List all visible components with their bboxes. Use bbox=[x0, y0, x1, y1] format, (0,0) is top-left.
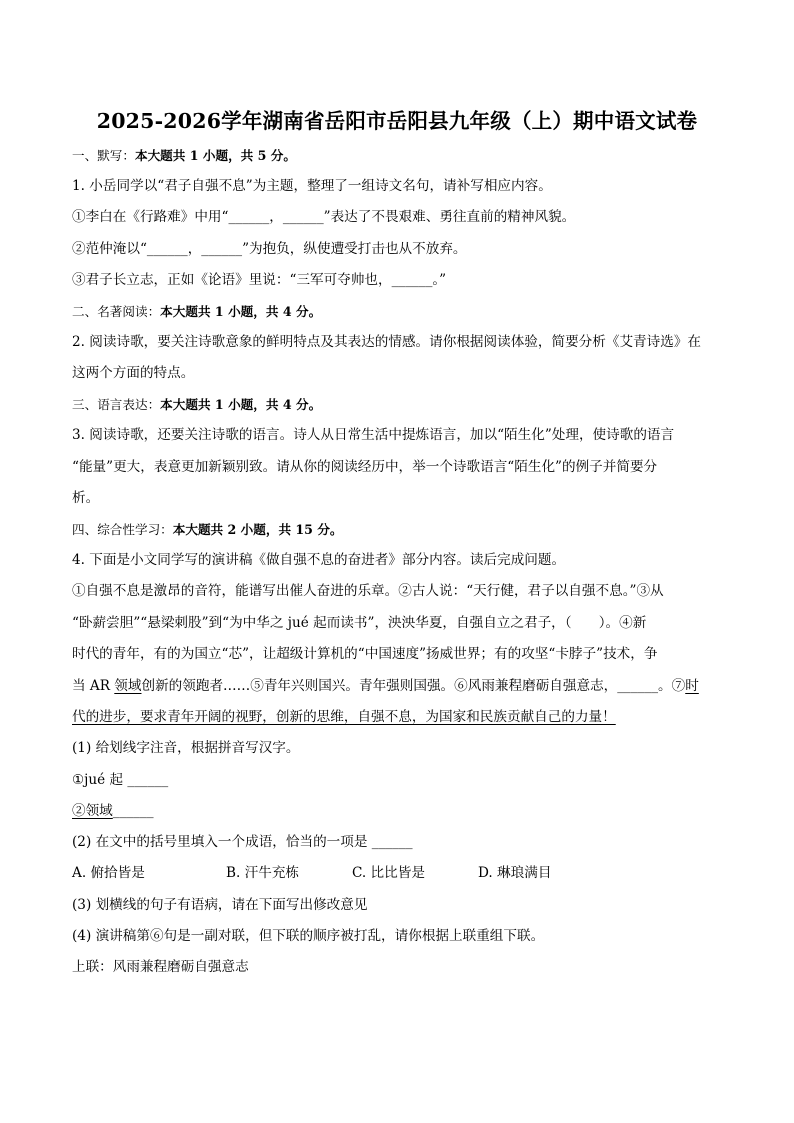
section-3-prefix: 三、语言表达： bbox=[72, 397, 161, 412]
option-a: A. 俯拾皆是 bbox=[72, 865, 145, 881]
section-1-desc: 本大题共 1 小题，共 5 分。 bbox=[134, 148, 296, 163]
section-1-heading bbox=[72, 147, 722, 165]
q4-passage-line-4 bbox=[72, 677, 722, 695]
section-4-heading bbox=[72, 521, 722, 539]
q4-passage-line-2: “卧薪尝胆”“悬梁刺股”到“为中华之 jué 起而读书”，泱泱华夏，自强自立之君子，（ ）。④新 bbox=[72, 615, 647, 631]
underlined-word: 领域 bbox=[114, 678, 142, 694]
q1-item-c: ③君子长立志，正如《论语》里说：“三军可夺帅也，______。” bbox=[72, 272, 447, 288]
underlined-sentence: 代的进步，要求青年开阔的视野，创新的思维，自强不息，为国家和民族贡献自己的力量！ bbox=[72, 709, 616, 725]
q3-line-2: “能量”更大，表意更加新颖别致。请从你的阅读经历中，举一个诗歌语言“陌生化”的例子并简要分 bbox=[72, 459, 658, 475]
section-2-heading bbox=[72, 303, 722, 321]
q3-line-1: 3. 阅读诗歌，还要关注诗歌的语言。诗人从日常生活中提炼语言，加以“陌生化”处理，使诗歌的语言 bbox=[72, 427, 675, 443]
q1-item-b: ②范仲淹以“______，______”为抱负，纵使遭受打击也从不放弃。 bbox=[72, 241, 467, 257]
section-4-desc: 本大题共 2 小题，共 15 分。 bbox=[172, 522, 343, 537]
option-d: D. 琳琅满目 bbox=[478, 865, 552, 881]
option-c: C. 比比皆是 bbox=[352, 865, 425, 881]
q4-stem: 4. 下面是小文同学写的演讲稿《做自强不息的奋进者》部分内容。读后完成问题。 bbox=[72, 552, 566, 568]
q1-stem: 1. 小岳同学以“君子自强不息”为主题，整理了一组诗文名句，请补写相应内容。 bbox=[72, 178, 552, 194]
passage-text: 创新的领跑者……⑤青年兴则国兴。青年强则国强。⑥风雨兼程磨砺自强意志，______。⑦ bbox=[141, 678, 686, 694]
answer-blank: ______ bbox=[112, 803, 154, 819]
q4-sub-3: (3) 划横线的句子有语病，请在下面写出修改意见 bbox=[72, 897, 368, 913]
q4-passage-line-3: 时代的青年，有的为国立“芯”，让超级计算机的“中国速度”扬威世界；有的攻坚“卡脖子”技术，争 bbox=[72, 646, 658, 662]
couplet-upper-line: 上联：风雨兼程磨砺自强意志 bbox=[72, 959, 249, 975]
underlined-sentence-start: 时 bbox=[685, 678, 699, 694]
section-2-prefix: 二、名著阅读： bbox=[72, 304, 161, 319]
q4-sub-1: (1) 给划线字注音，根据拼音写汉字。 bbox=[72, 740, 300, 756]
page-title: 2025-2026学年湖南省岳阳市岳阳县九年级（上）期中语文试卷 bbox=[96, 109, 698, 133]
q3-line-3: 析。 bbox=[72, 490, 100, 506]
q4-sub-1-a: ①jué 起 ______ bbox=[72, 772, 169, 788]
option-b: B. 汗牛充栋 bbox=[226, 865, 300, 881]
q1-item-a: ①李白在《行路难》中用“______，______”表达了不畏艰难、勇往直前的精神风貌。 bbox=[72, 209, 576, 225]
q2-line-2: 这两个方面的特点。 bbox=[72, 365, 195, 381]
q4-options bbox=[72, 864, 722, 882]
section-3-desc: 本大题共 1 小题，共 4 分。 bbox=[160, 397, 322, 412]
section-1-prefix: 一、默写： bbox=[72, 148, 135, 163]
q4-sub-1-b bbox=[72, 802, 722, 820]
q4-sub-4: (4) 演讲稿第⑥句是一副对联，但下联的顺序被打乱，请你根据上联重组下联。 bbox=[72, 928, 545, 944]
section-4-prefix: 四、综合性学习： bbox=[72, 522, 173, 537]
underlined-word: ②领域 bbox=[72, 803, 113, 819]
passage-text: 当 AR bbox=[72, 678, 115, 694]
q4-sub-2: (2) 在文中的括号里填入一个成语，恰当的一项是 ______ bbox=[72, 834, 413, 850]
section-3-heading bbox=[72, 396, 722, 414]
q2-line-1: 2. 阅读诗歌，要关注诗歌意象的鲜明特点及其表达的情感。请你根据阅读体验，简要分析《艾青诗选》在 bbox=[72, 334, 702, 350]
section-2-desc: 本大题共 1 小题，共 4 分。 bbox=[160, 304, 322, 319]
q4-passage-line-1: ①自强不息是激昂的音符，能谱写出催人奋进的乐章。②古人说：“天行健，君子以自强不息。”③从 bbox=[72, 583, 664, 599]
